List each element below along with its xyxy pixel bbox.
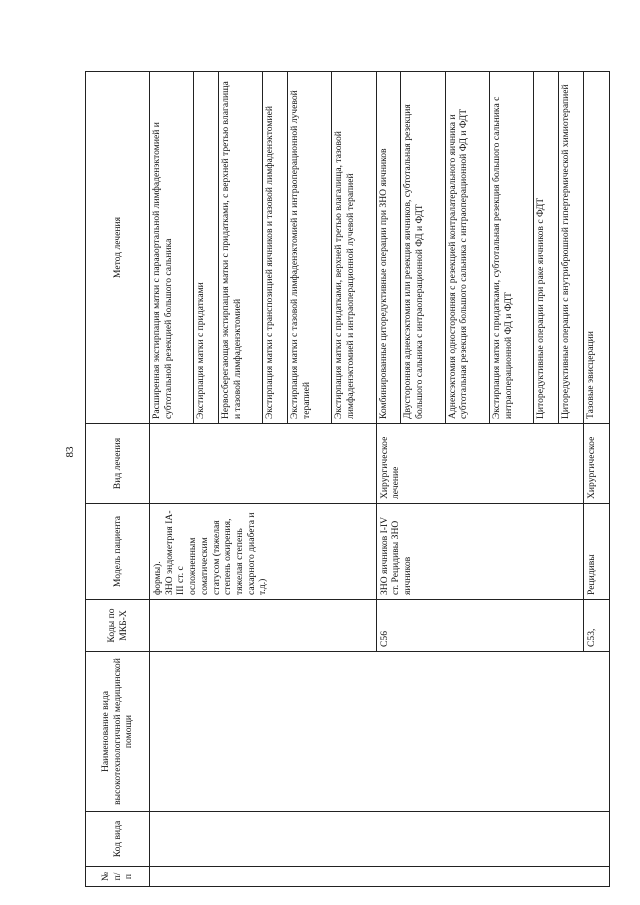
method-cell: Циторедуктивные операции при раке яичников с ФДТ (534, 72, 559, 424)
method-cell: Экстирпация матки с тазовой лимфаденэктомией и интраоперационной лучевой терапией (288, 72, 332, 424)
header-name: Наименование вида высокотехнологичной медицинской помощи (86, 652, 150, 812)
cell-icd-3: C53, (584, 600, 610, 652)
header-method: Метод лечения (86, 72, 150, 424)
method-cell: Экстирпация матки с транспозицией яичников и тазовой лимфаденэктомией (263, 72, 288, 424)
header-num: № п/п (86, 867, 150, 887)
cell-model-1: формы). ЗНО эндометрия IA-III ст. с осложненным соматическим статусом (тяжелая степень ожирения, тяжелая степень сахарного диабета и т.д.) (150, 504, 377, 600)
cell-icd-1 (150, 600, 377, 652)
cell-type-1 (150, 424, 377, 504)
cell-type-2: Хирургическое лечение (376, 424, 583, 504)
cell-icd-2: C56 (376, 600, 583, 652)
method-cell: Расширенная экстирпация матки с парааортальной лимфаденэктомией и субтотальной резекцией большого сальника (150, 72, 194, 424)
header-model: Модель пациента (86, 504, 150, 600)
header-type: Вид лечения (86, 424, 150, 504)
rotated-page (85, 72, 610, 887)
cell-model-2: ЗНО яичников I-IV ст. Рецидивы ЗНО яичников (376, 504, 583, 600)
cell-type-3: Хирургическое (584, 424, 610, 504)
method-cell: Тазовые эвисцерации (584, 72, 610, 424)
table-row (150, 72, 194, 887)
header-icd: Коды по МКБ-X (86, 600, 150, 652)
method-cell: Экстирпация матки с придатками, субтотальная резекция большого сальника с интраоперационной ФД и ФДТ (490, 72, 534, 424)
method-cell: Циторедуктивные операции с внутрибрюшной гипертермической химиотерапией (559, 72, 584, 424)
method-cell: Аднексэктомия односторонняя с резекцией контралатерального яичника и субтотальная резекция большого сальника с интраоперационной ФД и ФДТ (445, 72, 489, 424)
cell-num (150, 867, 610, 887)
method-cell: Экстирпация матки с придатками (194, 72, 219, 424)
method-cell: Двусторонняя аднексэктомия или резекция яичников, субтотальная резекция большого сальника с интраоперационной ФД и ФДТ (401, 72, 445, 424)
cell-model-3: Рецидивы (584, 504, 610, 600)
table-header-row (86, 72, 150, 887)
cell-name (150, 652, 610, 812)
method-cell: Комбинированные циторедуктивные операции при ЗНО яичников (376, 72, 401, 424)
method-cell: Экстирпация матки с придатками, верхней третью влагалища, тазовой лимфаденэктомией и интраоперационной лучевой терапией (332, 72, 376, 424)
cell-code (150, 812, 610, 867)
treatment-table (85, 71, 610, 887)
method-cell: Нервосберегающая экстирпация матки с придатками, с верхней третью влагалища и тазовой лимфаденэктомией (219, 72, 263, 424)
page-number: 83 (64, 446, 76, 458)
header-code: Код вида (86, 812, 150, 867)
